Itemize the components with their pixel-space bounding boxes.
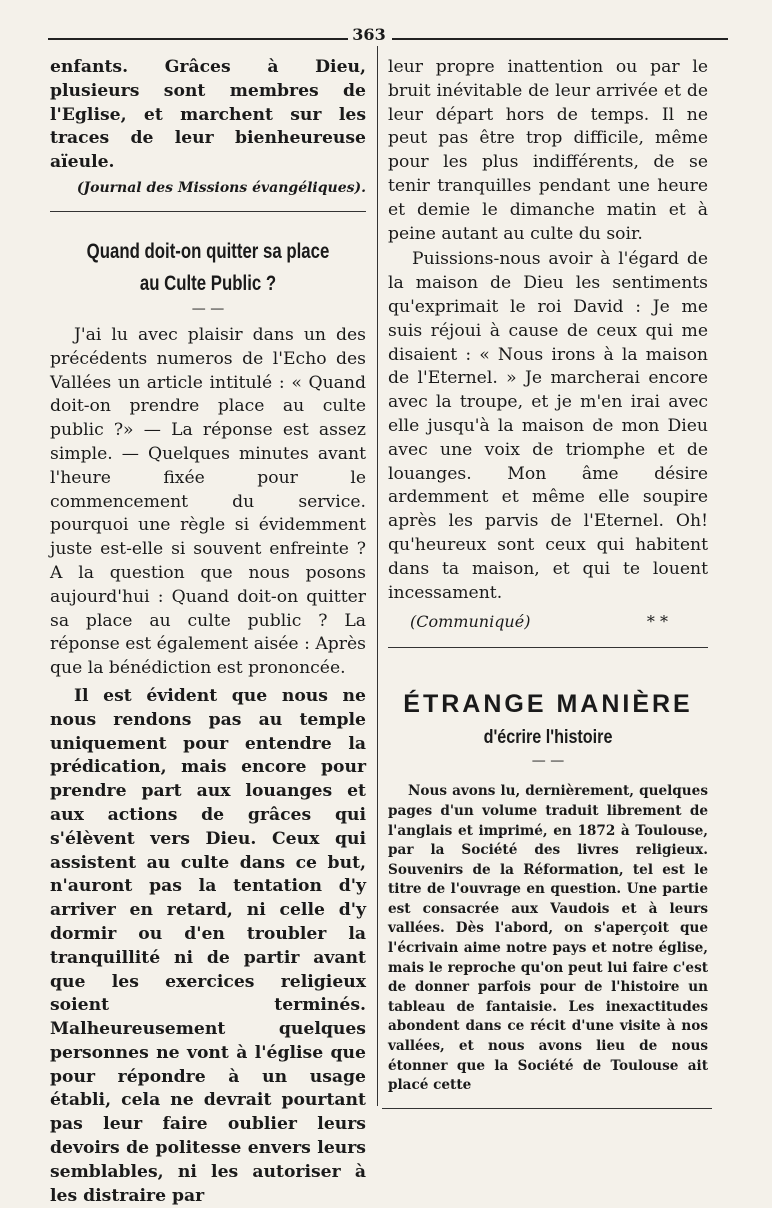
title-dash: — — [191,300,225,317]
communique-credit: (Communiqué) [410,612,531,632]
right-paragraph: Puissions-nous avoir à l'égard de la maison de Dieu les sentiments qu'exprimait le roi David : Je me suis réjoui à cause de ceux qui me disaient : « Nous irons à la maison de l'Eternel. » Je marcherai encore avec la troupe, et je m'en irai avec elle jusqu'à la maison de mon Dieu avec une voix de triomphe et de louanges. Mon âme désire ardemment et même elle soupire après les parvis de l'Eternel. Oh! qu'heureux sont ceux qui habitent dans ta maison, et qui te louent incessament. [388,249,708,603]
article-title-2: ÉTRANGE MANIÈRE [403,690,693,719]
right-column [388,56,708,1096]
right-continuation-text: leur propre inattention ou par le bruit inévitable de leur arrivée et de leur départ hors de temps. Il ne peut pas être trop difficile, même pour les plus indifférents, de se tenir tranquilles pendant une heure et demie le dimanche matin et à peine autant au culte du soir. [388,57,708,244]
left-continuation-text: enfants. Grâces à Dieu, plusieurs sont membres de l'Eglise, et marchent sur les traces de leur bienheureuse aïeule. [50,57,366,173]
article-2-paragraph: Nous avons lu, dernièrement, quelques pages d'un volume traduit librement de l'anglais et imprimé, en 1872 à Toulouse, par la Société des livres religieux. Souvenirs de la Réformation, tel est le titre de l'ouvrage en question. Une partie est consacrée aux Vaudois et à leurs vallées. Dès l'abord, on s'aperçoit que l'écrivain aime notre pays et notre église, mais le reproche qu'on peut lui faire c'est de donner parfois pour de l'histoire un tableau de fantaisie. Les inexactitudes abondent dans ce récit d'une visite à nos vallées, et nous avons lieu de nous étonner que la Société de Toulouse ait placé cette [388,783,708,1094]
article-subtitle-2: d'écrire l'histoire [483,727,613,749]
column-divider [377,46,378,1106]
bottom-rule [382,1108,712,1109]
header-rule-right [392,38,728,40]
signature-stars: * * [646,612,668,632]
article-paragraph-1: J'ai lu avec plaisir dans un des précédents numeros de l'Echo des Vallées un article intitulé : « Quand doit-on prendre place au culte public ?» — La réponse est assez simple. — Quelques minutes avant l'heure fixée pour le commencement du service. pourquoi une règle si évidemment juste est-elle si souvent enfreinte ? A la question que nous posons aujourd'hui : Quand doit-on quitter sa place au culte public ? La réponse est également aisée : Après que la bénédiction est prononcée. [50,324,366,679]
left-column [50,56,366,1208]
article-paragraph-2: Il est évident que nous ne nous rendons pas au temple uniquement pour entendre la prédication, mais encore pour prendre part aux louanges et aux actions de grâces qui s'élèvent vers Dieu. Ceux qui assistent au culte dans ce but, n'auront pas la tentation d'y arriver en retard, ni celle d'y dormir ou d'en troubler la tranquillité ni de partir avant que les exercices religieux soient terminés. Malheureusement quelques personnes ne vont à l'église que pour répondre à un usage établi, cela ne devrait pourtant pas leur faire oublier leurs devoirs de politesse envers leurs semblables, ni les autoriser à les distraire par [50,685,366,1206]
subtitle-dash: — — [531,753,565,770]
section-separator [50,211,366,212]
header-rule-left [48,38,348,40]
signature-line [388,611,708,633]
article-title: Quand doit-on quitter sa place au Culte Public ? [86,239,330,295]
section-separator-right [388,647,708,648]
page-number: 363 [352,25,386,44]
source-citation: (Journal des Missions évangéliques). [76,179,366,196]
